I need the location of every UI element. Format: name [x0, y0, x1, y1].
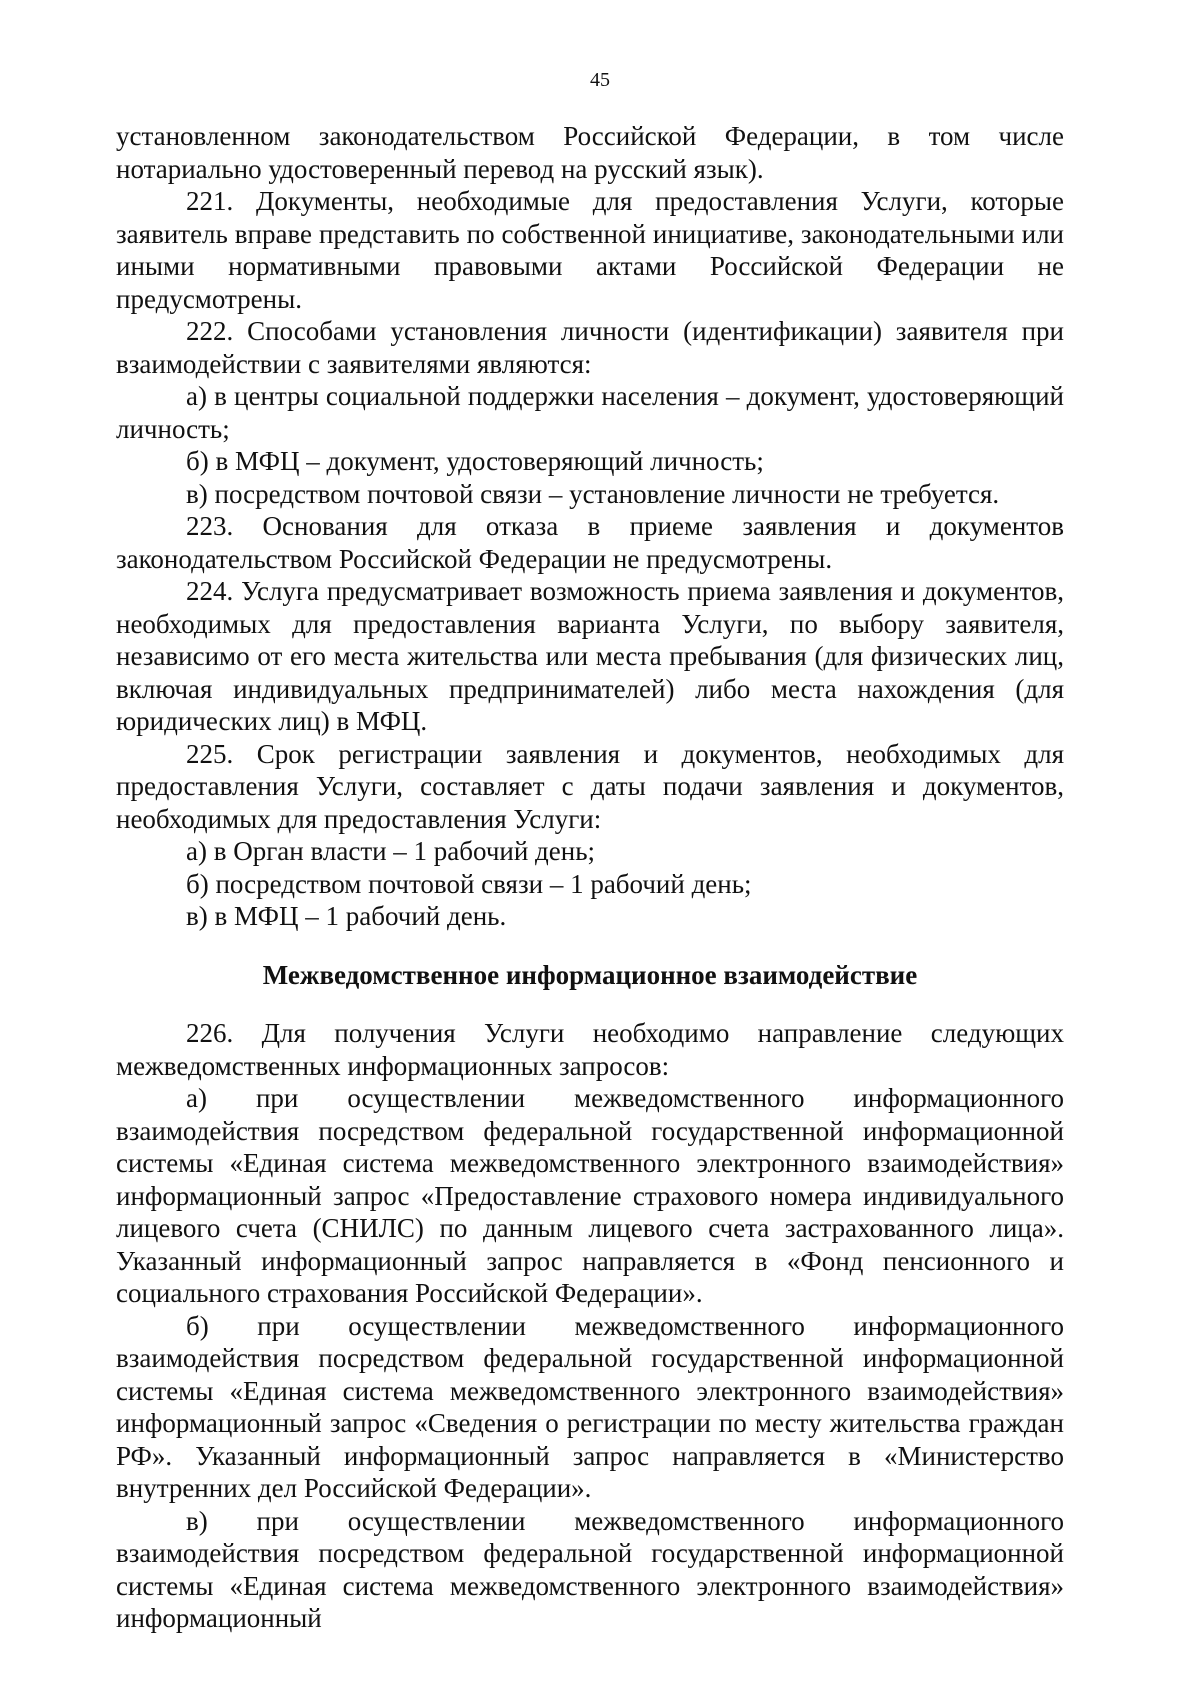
- paragraph-p222a: а) в центры социальной поддержки населения – документ, удостоверяющий личность;: [116, 381, 1064, 444]
- paragraph-p221: 221. Документы, необходимые для предоставления Услуги, которые заявитель вправе представить по собственной инициативе, законодательными или иными нормативными правовыми актами Российской Федерации не предусмотрены.: [116, 186, 1064, 314]
- paragraph-p225a: а) в Орган власти – 1 рабочий день;: [186, 836, 596, 866]
- paragraph-cont: установленном законодательством Российской Федерации, в том числе нотариально удостоверенный перевод на русский язык).: [116, 121, 1064, 184]
- paragraph-p222c: в) посредством почтовой связи – установление личности не требуется.: [186, 478, 1000, 509]
- document-body: [116, 120, 1064, 1635]
- paragraphs-before-heading: [116, 120, 1064, 933]
- section-heading: Межведомственное информационное взаимодействие: [262, 959, 918, 990]
- paragraph-p225b: б) посредством почтовой связи – 1 рабочий день;: [186, 868, 752, 899]
- page-number: 45: [590, 69, 610, 91]
- paragraph-p223: 223. Основания для отказа в приеме заявления и документов законодательством Российской Федерации не предусмотрены.: [116, 511, 1064, 574]
- paragraphs-after-heading: [116, 1017, 1064, 1635]
- paragraph-p226: 226. Для получения Услуги необходимо направление следующих межведомственных информационных запросов:: [116, 1018, 1064, 1081]
- paragraph-p225: 225. Срок регистрации заявления и документов, необходимых для предоставления Услуги, составляет с даты подачи заявления и документов, необходимых для предоставления Услуги:: [116, 738, 1064, 834]
- paragraph-p225c: в) в МФЦ – 1 рабочий день.: [186, 901, 507, 931]
- paragraph-p226a: а) при осуществлении межведомственного информационного взаимодействия посредством федеральной государственной информационной системы «Единая система межведомственного электронного взаимодействия» информационный запрос «Предоставление страхового номера индивидуального лицевого счета (СНИЛС) по данным лицевого счета застрахованного лица». Указанный информационный запрос направляется в «Фонд пенсионного и социального страхования Российской Федерации».: [116, 1083, 1064, 1308]
- paragraph-p224: 224. Услуга предусматривает возможность приема заявления и документов, необходимых для предоставления варианта Услуги, по выбору заявителя, независимо от его места жительства или места пребывания (для физических лиц, включая индивидуальных предпринимателей) либо места нахождения (для юридических лиц) в МФЦ.: [116, 576, 1064, 736]
- paragraph-p226c: в) при осуществлении межведомственного информационного взаимодействия посредством федеральной государственной информационной системы «Единая система межведомственного электронного взаимодействия» информационный: [116, 1505, 1064, 1633]
- paragraph-p222: 222. Способами установления личности (идентификации) заявителя при взаимодействии с заявителями являются:: [116, 316, 1064, 379]
- paragraph-p222b: б) в МФЦ – документ, удостоверяющий личность;: [186, 446, 764, 476]
- paragraph-p226b: б) при осуществлении межведомственного информационного взаимодействия посредством федеральной государственной информационной системы «Единая система межведомственного электронного взаимодействия» информационный запрос «Сведения о регистрации по месту жительства граждан РФ». Указанный информационный запрос направляется в «Министерство внутренних дел Российской Федерации».: [116, 1310, 1064, 1503]
